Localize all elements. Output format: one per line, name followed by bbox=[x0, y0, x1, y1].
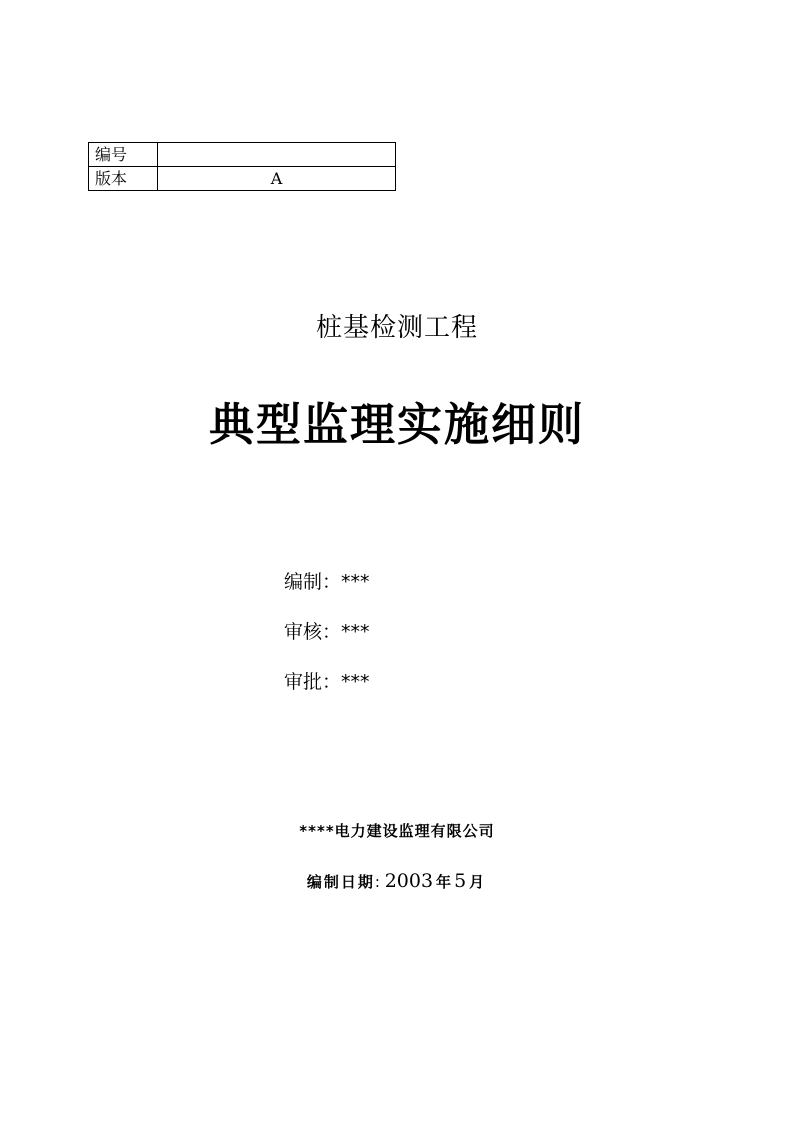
meta-row-number bbox=[89, 143, 396, 167]
compile-date-month: 5 bbox=[454, 870, 467, 892]
meta-label-version: 版本 bbox=[89, 167, 158, 191]
signature-compiled bbox=[284, 567, 370, 594]
compile-date-year-unit: 年 bbox=[436, 873, 452, 891]
compile-date-month-unit: 月 bbox=[469, 873, 485, 891]
meta-value-number bbox=[158, 143, 396, 167]
meta-label-number: 编号 bbox=[89, 143, 158, 167]
signature-approved-value: *** bbox=[341, 671, 370, 693]
signature-compiled-value: *** bbox=[341, 571, 370, 593]
document-meta-table bbox=[88, 142, 396, 191]
signature-reviewed-label: 审核： bbox=[284, 621, 342, 643]
signature-approved-label: 审批： bbox=[284, 671, 342, 693]
compile-date-label: 编制日期 bbox=[306, 873, 375, 891]
signature-compiled-label: 编制： bbox=[284, 571, 342, 593]
compile-date-colon: : bbox=[374, 873, 380, 891]
signature-approved bbox=[284, 667, 370, 694]
meta-row-version bbox=[89, 167, 396, 191]
compile-date-year: 2003 bbox=[384, 870, 434, 892]
signature-reviewed-value: *** bbox=[341, 621, 370, 643]
meta-value-version: A bbox=[158, 167, 396, 191]
document-title: 典型监理实施细则 bbox=[208, 398, 585, 451]
company-name: ****电力建设监理有限公司 bbox=[299, 822, 495, 840]
document-subtitle: 桩基检测工程 bbox=[315, 313, 478, 343]
signature-reviewed bbox=[284, 617, 370, 644]
compile-date bbox=[0, 870, 794, 892]
